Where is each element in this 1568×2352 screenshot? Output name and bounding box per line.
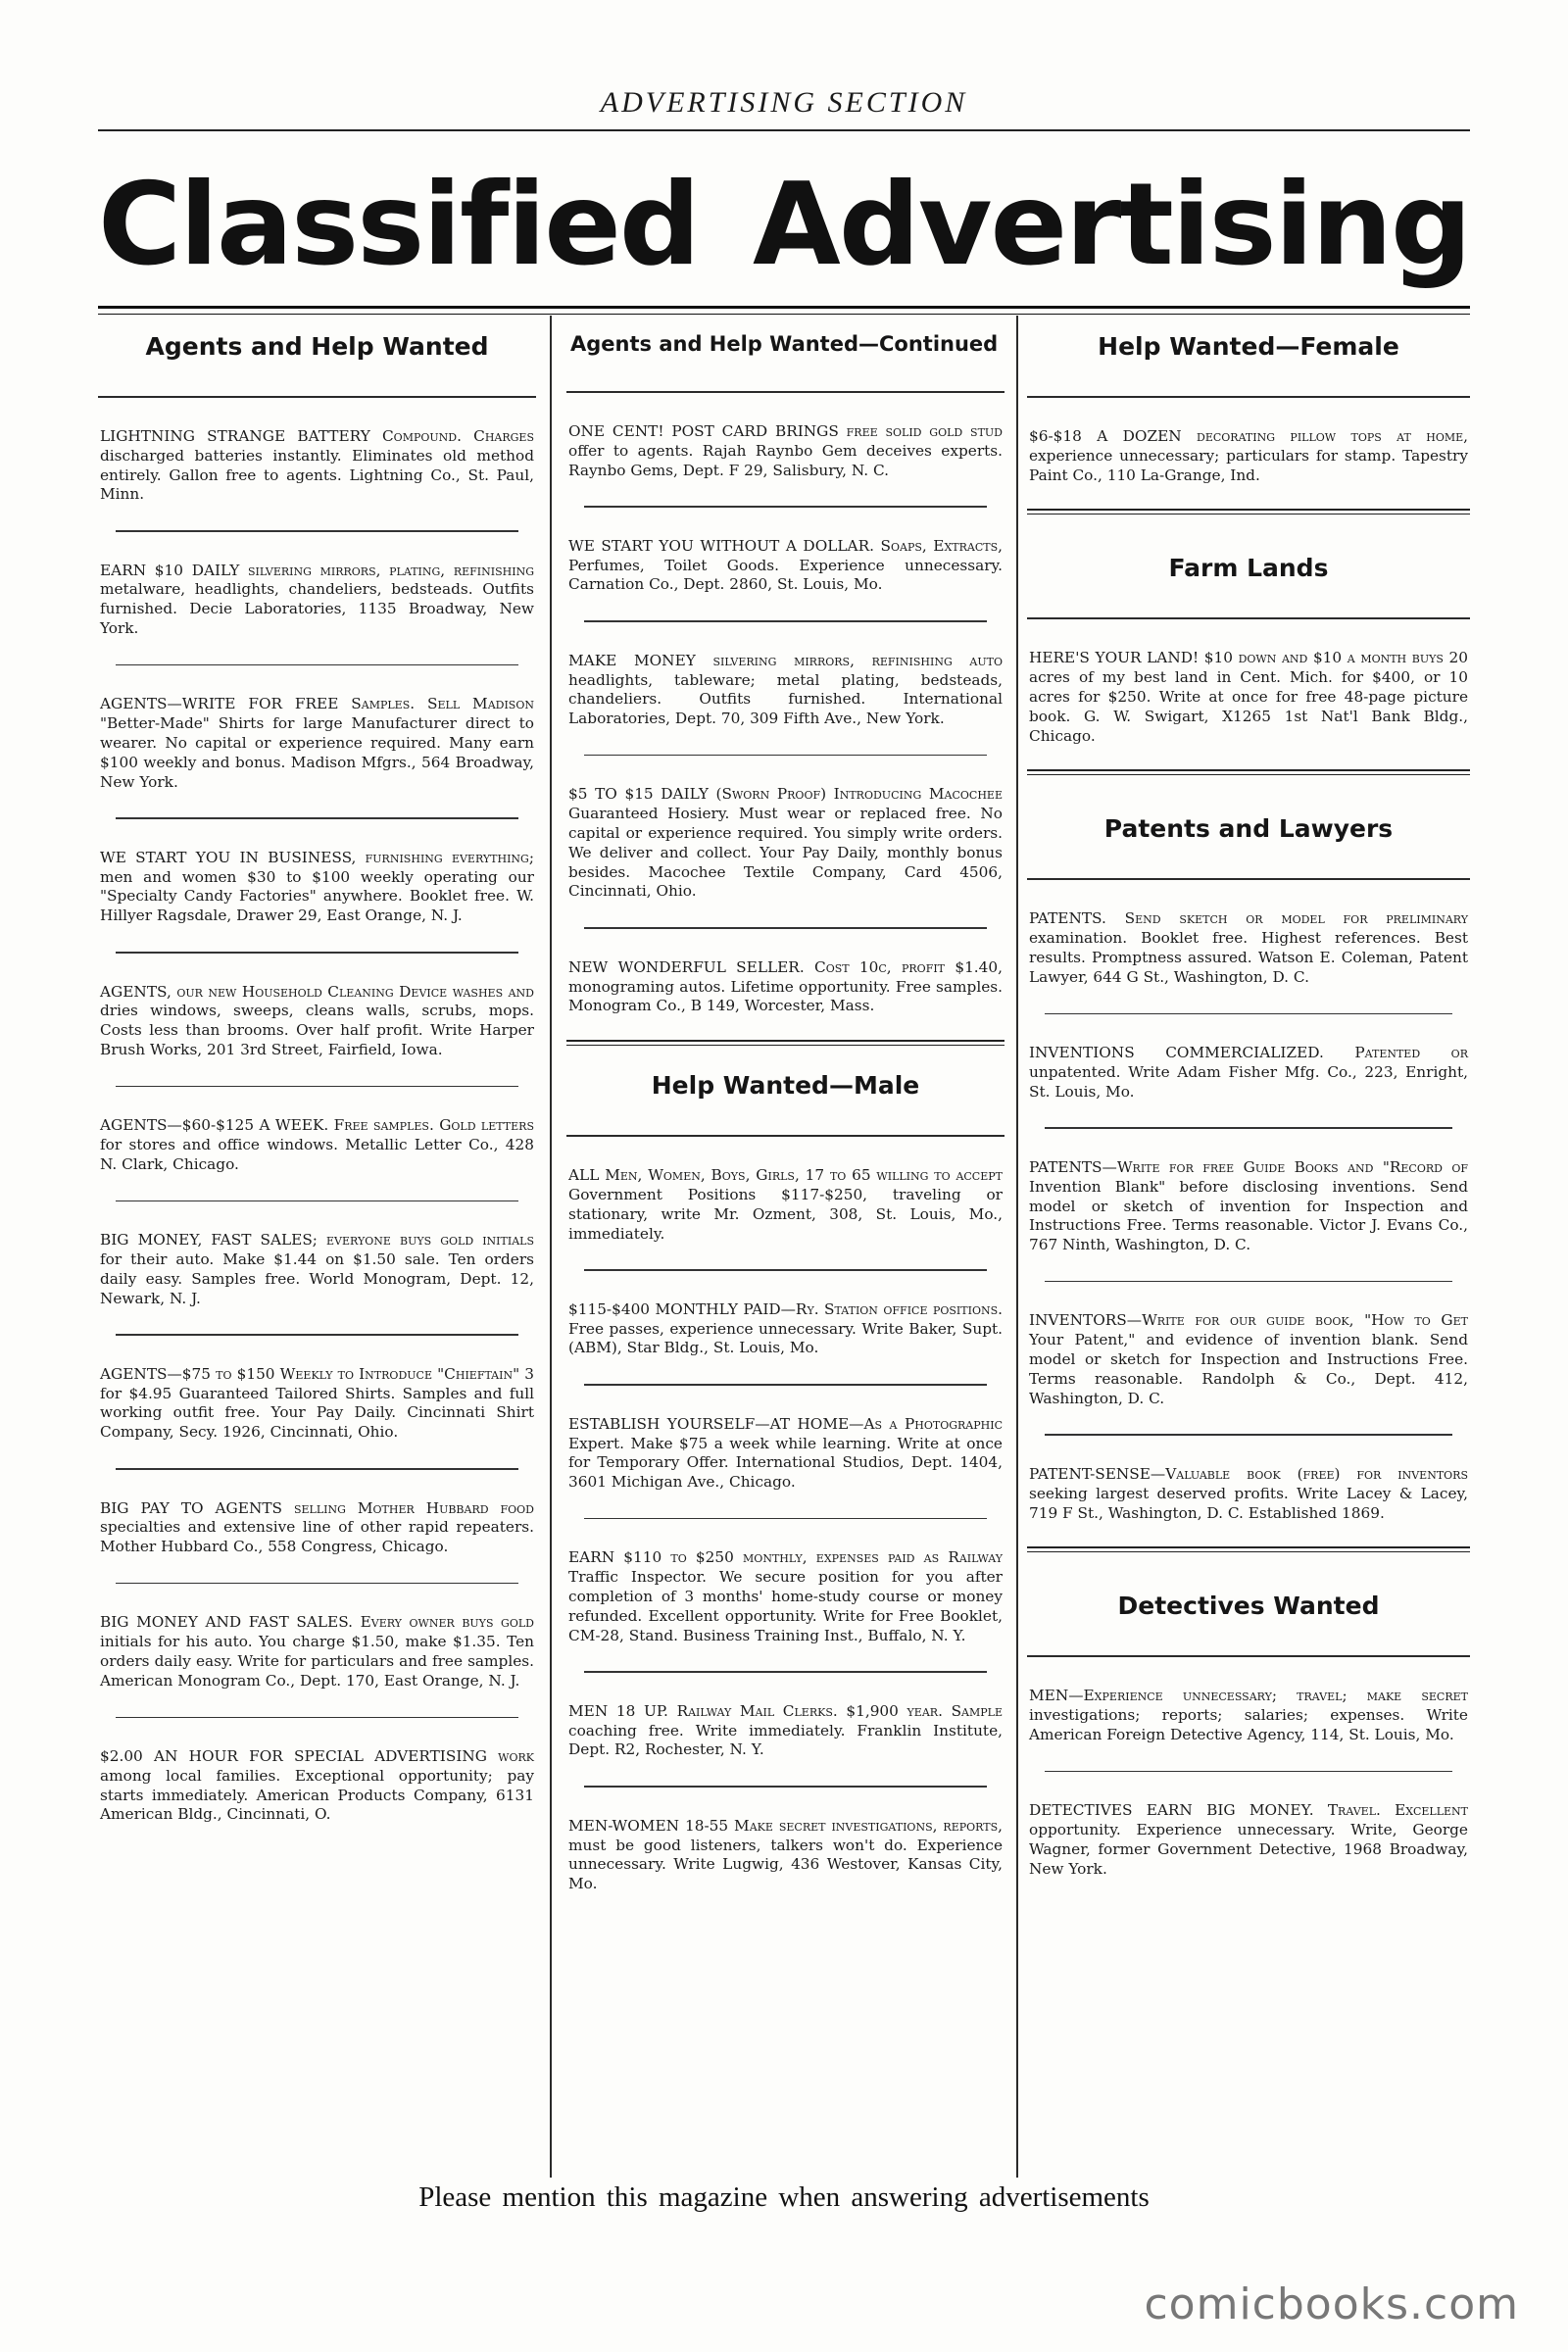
ad-international-labs: MAKE MONEY silvering mirrors, refinishing auto headlights, tableware; metal plating, bedsteads, chandeliers. Outfits furnished. International Laboratories, Dept. 70, 309 Fifth Ave., New York. bbox=[568, 651, 1003, 728]
ad-randolph: INVENTORS—Write for our guide book, "How to Get Your Patent," and evidence of invention blank. Send model or sketch for Inspection and Instructions Free. Terms reasonable. Randolph & Co., Dept. 412, Washington, D. C. bbox=[1029, 1311, 1468, 1407]
section-divider bbox=[1027, 769, 1470, 775]
divider bbox=[584, 506, 987, 508]
masthead-word-advertising: Advertising bbox=[753, 159, 1470, 291]
divider bbox=[116, 1468, 518, 1470]
divider bbox=[116, 817, 518, 819]
section-header: ADVERTISING SECTION bbox=[600, 86, 968, 119]
divider bbox=[1027, 396, 1470, 398]
divider bbox=[584, 1786, 987, 1788]
masthead-rule-thick bbox=[98, 306, 1470, 309]
ad-metallic-letters: AGENTS—$60-$125 A WEEK. Free samples. Gold letters for stores and office windows. Metallic Letter Co., 428 N. Clark, Chicago. bbox=[100, 1116, 534, 1173]
column-help-female-patents bbox=[1027, 318, 1470, 2176]
divider bbox=[1027, 878, 1470, 880]
ad-government-positions: ALL Men, Women, Boys, Girls, 17 to 65 willing to accept Government Positions $117-$250, traveling or stationary, write Mr. Ozment, 308, St. Louis, Mo., immediately. bbox=[568, 1166, 1003, 1243]
heading-help-wanted-male: Help Wanted—Male bbox=[651, 1071, 920, 1101]
ad-madison-shirts: AGENTS—WRITE FOR FREE Samples. Sell Madison "Better-Made" Shirts for large Manufacturer direct to wearer. No capital or experience required. Many earn $100 weekly and bonus. Madison Mfgrs., 564 Broadway, New York. bbox=[100, 695, 534, 791]
column-separator bbox=[550, 316, 552, 2178]
divider bbox=[116, 664, 518, 666]
divider bbox=[116, 1717, 518, 1719]
ad-cleaning-device: AGENTS, our new Household Cleaning Device washes and dries windows, sweeps, cleans walls, scrubs, mops. Costs less than brooms. Over half profit. Write Harper Brush Works, 201 3rd Street, Fairfield, Iowa. bbox=[100, 982, 534, 1058]
ad-american-monogram: BIG MONEY AND FAST SALES. Every owner buys gold initials for his auto. You charge $1.50, make $1.35. Ten orders daily easy. Write for particulars and free samples. American Monogram Co., Dept. 170, East Orange, N. J. bbox=[100, 1613, 534, 1690]
divider bbox=[584, 1671, 987, 1673]
divider bbox=[1045, 1127, 1452, 1129]
ad-post-card: ONE CENT! POST CARD BRINGS free solid gold stud offer to agents. Rajah Raynbo Gem deceives experts. Raynbo Gems, Dept. F 29, Salisbury, N. C. bbox=[568, 422, 1003, 479]
ad-mother-hubbard: BIG PAY TO AGENTS selling Mother Hubbard food specialties and extensive line of other rapid repeaters. Mother Hubbard Co., 558 Congress, Chicago. bbox=[100, 1498, 534, 1556]
divider bbox=[584, 1269, 987, 1271]
divider bbox=[1045, 1013, 1452, 1015]
divider bbox=[566, 1135, 1004, 1137]
divider bbox=[584, 620, 987, 622]
ad-station-office: $115-$400 MONTHLY PAID—Ry. Station office positions. Free passes, experience unnecessary. Write Baker, Supt. (ABM), Star Bldg., St. Louis, Mo. bbox=[568, 1299, 1003, 1357]
divider bbox=[584, 927, 987, 929]
ad-silvering-mirrors: EARN $10 DAILY silvering mirrors, plating, refinishing metalware, headlights, chandeliers, bedsteads. Outfits furnished. Decie Laboratories, 1135 Broadway, New York. bbox=[100, 561, 534, 638]
ad-farm-land: HERE'S YOUR LAND! $10 down and $10 a month buys 20 acres of my best land in Cent. Mich. for $400, or 10 acres for $250. Write at once for free 48-page picture book. G. W. Swigart, X1265 1st Nat'l Bank Bldg., Chicago. bbox=[1029, 649, 1468, 745]
divider bbox=[116, 1583, 518, 1585]
masthead-rule-thin bbox=[98, 314, 1470, 315]
masthead bbox=[98, 147, 1470, 304]
divider bbox=[584, 1518, 987, 1520]
divider bbox=[98, 396, 536, 398]
column-agents-help-wanted bbox=[98, 318, 536, 2176]
ad-lightning-battery: LIGHTNING STRANGE BATTERY Compound. Charges discharged batteries instantly. Eliminates old method entirely. Gallon free to agents. Lightning Co., St. Paul, Minn. bbox=[100, 427, 534, 504]
divider bbox=[116, 952, 518, 954]
ad-pillow-tops: $6-$18 A DOZEN decorating pillow tops at home, experience unnecessary; particulars for stamp. Tapestry Paint Co., 110 La-Grange, Ind. bbox=[1029, 427, 1468, 484]
column-agents-continued bbox=[566, 318, 1004, 2176]
ad-patent-sense: PATENT-SENSE—Valuable book (free) for inventors seeking largest deserved profits. Write Lacey & Lacey, 719 F St., Washington, D. C. Established 1869. bbox=[1029, 1464, 1468, 1522]
section-divider bbox=[566, 1040, 1004, 1046]
heading-detectives-wanted: Detectives Wanted bbox=[1117, 1592, 1380, 1621]
divider bbox=[584, 755, 987, 757]
ad-macochee-hosiery: $5 TO $15 DAILY (Sworn Proof) Introducing Macochee Guaranteed Hosiery. Must wear or replaced free. No capital or experience required. You simply write orders. We deliver and collect. Your Pay Daily, monthly bonus besides. Macochee Textile Company, Card 4506, Cincinnati, Ohio. bbox=[568, 785, 1003, 901]
ad-george-wagner: DETECTIVES EARN BIG MONEY. Travel. Excellent opportunity. Experience unnecessary. Write, George Wagner, former Government Detective, 1968 Broadway, New York. bbox=[1029, 1801, 1468, 1878]
divider bbox=[1045, 1771, 1452, 1773]
ad-watson-coleman: PATENTS. Send sketch or model for preliminary examination. Booklet free. Highest references. Best results. Promptness assured. Watson E. Coleman, Patent Lawyer, 644 G St., Washington, D. C. bbox=[1029, 909, 1468, 986]
ad-secret-investigations: MEN-WOMEN 18-55 Make secret investigations, reports, must be good listeners, talkers won't do. Experience unnecessary. Write Lugwig, 436 Westover, Kansas City, Mo. bbox=[568, 1816, 1003, 1893]
divider bbox=[116, 1334, 518, 1336]
divider bbox=[584, 1384, 987, 1386]
ad-railway-mail-clerks: MEN 18 UP. Railway Mail Clerks. $1,900 year. Sample coaching free. Write immediately. Franklin Institute, Dept. R2, Rochester, N. Y. bbox=[568, 1701, 1003, 1759]
top-rule bbox=[98, 129, 1470, 131]
masthead-word-classified: Classified bbox=[98, 159, 699, 291]
heading-agents-help-wanted: Agents and Help Wanted bbox=[145, 332, 489, 361]
divider bbox=[1045, 1281, 1452, 1283]
ad-wonderful-seller: NEW WONDERFUL SELLER. Cost 10c, profit $1.40, monograming autos. Lifetime opportunity. Free samples. Monogram Co., B 149, Worcester, Mass. bbox=[568, 957, 1003, 1015]
ad-chieftain-shirts: AGENTS—$75 to $150 Weekly to Introduce "Chieftain" 3 for $4.95 Guaranteed Tailored Shirts. Samples and full working outfit free. Your Pay Daily. Cincinnati Shirt Company, Secy. 1926, Cincinnati, Ohio. bbox=[100, 1364, 534, 1442]
divider bbox=[116, 1086, 518, 1088]
column-separator bbox=[1016, 316, 1018, 2178]
heading-farm-lands: Farm Lands bbox=[1168, 554, 1329, 583]
ad-world-monogram: BIG MONEY, FAST SALES; everyone buys gold initials for their auto. Make $1.44 on $1.50 sale. Ten orders daily easy. Samples free. World Monogram, Dept. 12, Newark, N. J. bbox=[100, 1231, 534, 1307]
watermark: comicbooks.com bbox=[1144, 2279, 1519, 2329]
footer-note: Please mention this magazine when answering advertisements bbox=[418, 2181, 1150, 2213]
ad-american-foreign-detective: MEN—Experience unnecessary; travel; make secret investigations; reports; salaries; expenses. Write American Foreign Detective Agency, 114, St. Louis, Mo. bbox=[1029, 1687, 1468, 1743]
section-divider bbox=[1027, 509, 1470, 514]
heading-patents-lawyers: Patents and Lawyers bbox=[1103, 814, 1394, 844]
ad-traffic-inspector: EARN $110 to $250 monthly, expenses paid as Railway Traffic Inspector. We secure position for you after completion of 3 months' home-study course or money refunded. Excellent opportunity. Write for Free Booklet, CM-28, Stand. Business Training Inst., Buffalo, N. Y. bbox=[568, 1548, 1003, 1644]
ad-photographic-expert: ESTABLISH YOURSELF—AT HOME—As a Photographic Expert. Make $75 a week while learning. Write at once for Temporary Offer. International Studios, Dept. 1404, 3601 Michigan Ave., Chicago. bbox=[568, 1414, 1003, 1492]
divider bbox=[1027, 617, 1470, 619]
divider bbox=[116, 1200, 518, 1202]
divider bbox=[1027, 1655, 1470, 1657]
heading-agents-continued: Agents and Help Wanted—Continued bbox=[570, 332, 999, 356]
ad-inventions-commercialized: INVENTIONS COMMERCIALIZED. Patented or unpatented. Write Adam Fisher Mfg. Co., 223, Enright, St. Louis, Mo. bbox=[1029, 1044, 1468, 1101]
section-divider bbox=[1027, 1546, 1470, 1552]
divider bbox=[1045, 1434, 1452, 1436]
ad-carnation: WE START YOU WITHOUT A DOLLAR. Soaps, Extracts, Perfumes, Toilet Goods. Experience unnecessary. Carnation Co., Dept. 2860, St. Louis, Mo. bbox=[568, 536, 1003, 594]
divider bbox=[116, 530, 518, 532]
ad-american-products: $2.00 AN HOUR FOR SPECIAL ADVERTISING work among local families. Exceptional opportunity; pay starts immediately. American Products Company, 6131 American Bldg., Cincinnati, O. bbox=[100, 1747, 534, 1824]
ad-victor-evans: PATENTS—Write for free Guide Books and "Record of Invention Blank" before disclosing inventions. Send model or sketch of invention for Inspection and Instructions Free. Terms reasonable. Victor J. Evans Co., 767 Ninth, Washington, D. C. bbox=[1029, 1157, 1468, 1254]
divider bbox=[566, 391, 1004, 393]
ad-candy-factories: WE START YOU IN BUSINESS, furnishing everything; men and women $30 to $100 weekly operating our "Specialty Candy Factories" anywhere. Booklet free. W. Hillyer Ragsdale, Drawer 29, East Orange, N. J. bbox=[100, 848, 534, 925]
heading-help-wanted-female: Help Wanted—Female bbox=[1098, 332, 1399, 361]
